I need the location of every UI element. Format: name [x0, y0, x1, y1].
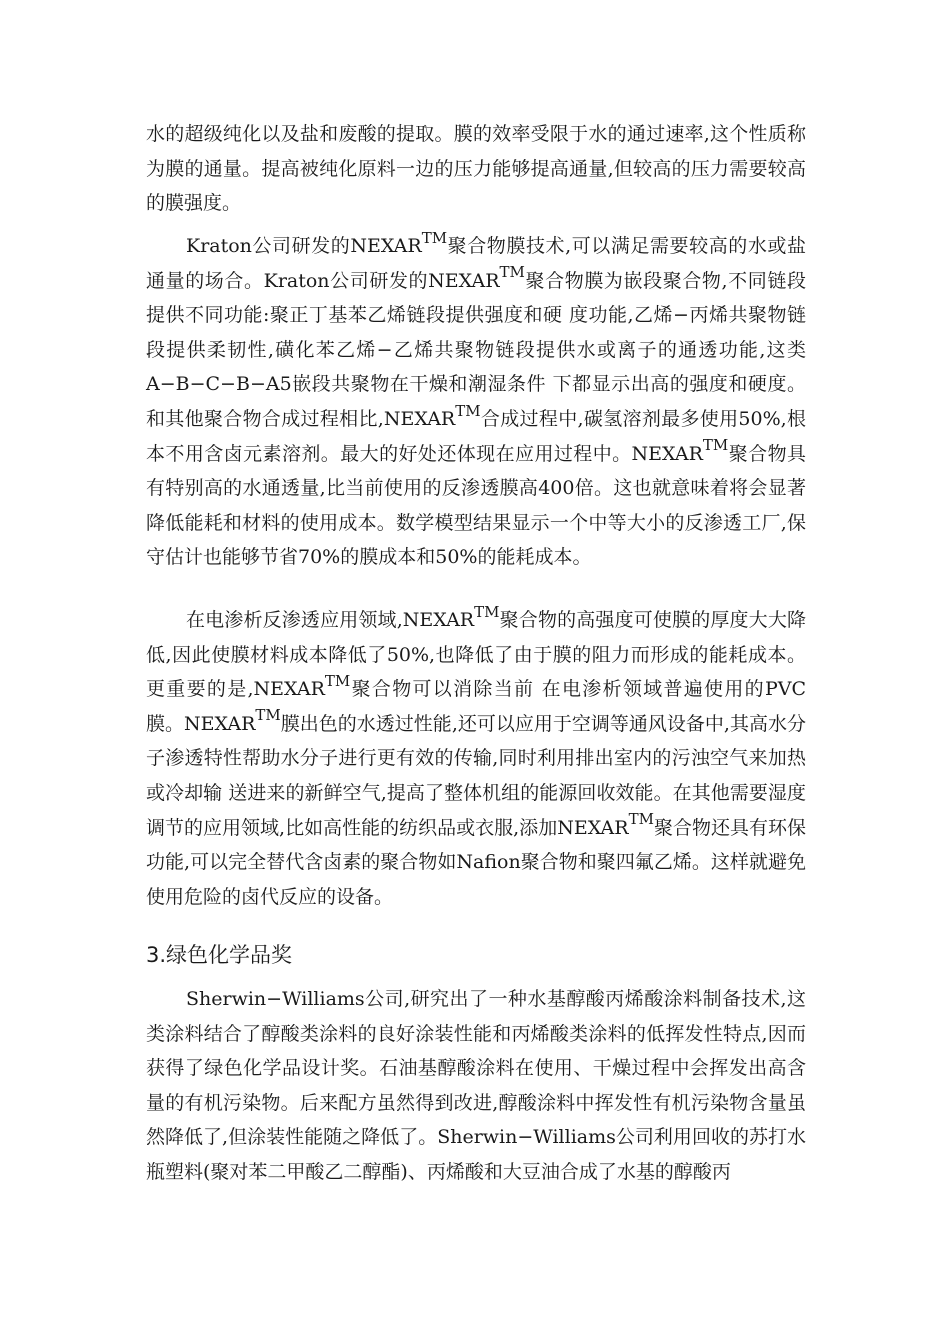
- text-segment: 膜出色的水透过性能,还可以应用于空调等通风设备中,其高水分子渗透特性帮助水分子进行更有效的传输,同时利用排出室内的污浊空气来加热或冷却输 送进来的新鲜空气,提高了整体机组的能源回收效能。在其他需要湿度调节的应用领域,比如高性能的纺织品或衣服,添加NEXAR: [146, 712, 806, 839]
- text-segment: 在电渗析反渗透应用领域,NEXAR: [186, 609, 475, 631]
- trademark-mark: TM: [499, 263, 525, 282]
- text-segment: 聚合物膜为嵌段聚合物,不同链段提供不同功能:聚正丁基苯乙烯链段提供强度和硬 度功能,乙烯−丙烯共聚物链段提供柔韧性,磺化苯乙烯−乙烯共聚物链段提供水或离子的通透功能,这类A−B−C−B−A5嵌段共聚物在干燥和潮湿条件 下都显示出高的强度和硬度。和其他聚合物合成过程相比,NEXAR: [146, 269, 806, 430]
- text-segment: Kraton公司研发的NEXAR: [186, 235, 422, 257]
- trademark-mark: TM: [455, 401, 481, 420]
- paragraph-electrodialysis-application: [146, 603, 806, 914]
- trademark-mark: TM: [255, 706, 281, 725]
- trademark-mark: TM: [324, 671, 351, 690]
- trademark-mark: TM: [702, 436, 729, 455]
- paragraph-membrane-flux: 水的超级纯化以及盐和废酸的提取。膜的效率受限于水的通过速率,这个性质称为膜的通量。提高被纯化原料一边的压力能够提高通量,但较高的压力需要较高的膜强度。: [146, 123, 806, 215]
- text-segment: 聚合物的高强度可使膜的厚度大大降低,因此使膜材料成本降低了50%,也降低了由于膜的阻力而形成的能耗成本。更重要的是,NEXAR: [146, 609, 806, 701]
- paragraph-nexar-technology: [146, 229, 806, 575]
- text-segment: 聚合物还具有环保功能,可以完全替代含卤素的聚合物如Nafion聚合物和聚四氟乙烯。这样就避免使用危险的卤代反应的设备。: [146, 816, 806, 908]
- text-segment: 聚合物可以消除当前 在电渗析领域普遍使用的PVC膜。NEXAR: [146, 678, 806, 735]
- paragraph-sherwin-williams: Sherwin−Williams公司,研究出了一种水基醇酸丙烯酸涂料制备技术,这类涂料结合了醇酸类涂料的良好涂装性能和丙烯酸类涂料的低挥发性特点,因而获得了绿色化学品设计奖。石油基醇酸涂料在使用、干燥过程中会挥发出高含量的有机污染物。后来配方虽然得到改进,醇酸涂料中挥发性有机污染物含量虽然降低了,但涂装性能随之降低了。Sherwin−Williams公司利用回收的苏打水瓶塑料(聚对苯二甲酸乙二醇酯)、丙烯酸和大豆油合成了水基的醇酸丙: [146, 988, 806, 1183]
- trademark-mark: TM: [474, 602, 500, 621]
- section-heading: 3.绿色化学品奖: [146, 943, 293, 967]
- text-segment: 合成过程中,碳氢溶剂最多使用50%,根本不用含卤元素溶剂。最大的好处还体现在应用过程中。NEXAR: [146, 407, 807, 465]
- trademark-mark: TM: [421, 228, 448, 247]
- trademark-mark: TM: [628, 810, 654, 829]
- text-segment: 聚合物膜技术,可以满足需要较高的水或盐通量的场合。Kraton公司研发的NEXAR: [146, 235, 806, 292]
- text-segment: 聚合物具有特别高的水通透量,比当前使用的反渗透膜高400倍。这也就意味着将会显著降低能耗和材料的使用成本。数学模型结果显示一个中等大小的反渗透工厂,保守估计也能够节省70%的膜成本和50%的能耗成本。: [146, 442, 806, 569]
